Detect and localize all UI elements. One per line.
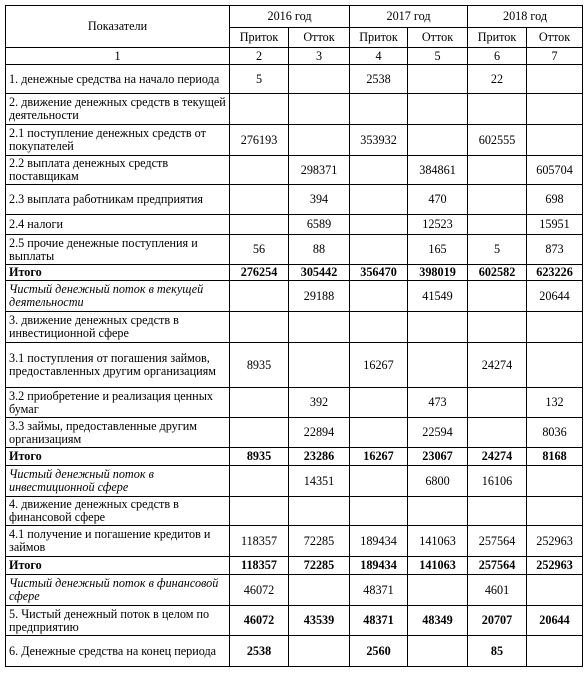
value-cell — [230, 156, 289, 185]
value-cell: 2538 — [350, 65, 408, 94]
value-cell — [350, 185, 408, 215]
value-cell: 398019 — [408, 265, 468, 281]
value-cell: 276193 — [230, 125, 289, 156]
table-row — [6, 235, 583, 265]
value-cell — [230, 312, 289, 343]
value-cell: 48371 — [350, 606, 408, 636]
value-cell: 118357 — [230, 526, 289, 557]
value-cell: 56 — [230, 235, 289, 265]
value-cell: 623226 — [527, 265, 583, 281]
value-cell: 29188 — [289, 281, 350, 312]
value-cell — [230, 215, 289, 235]
value-cell — [350, 235, 408, 265]
value-cell: 118357 — [230, 557, 289, 575]
column-number: 6 — [468, 48, 527, 65]
value-cell — [527, 125, 583, 156]
value-cell: 384861 — [408, 156, 468, 185]
table-row — [6, 526, 583, 557]
row-label: 3. движение денежных средств в инвестиционной сфере — [6, 312, 230, 343]
table-row — [6, 448, 583, 466]
table-row — [6, 265, 583, 281]
row-label: 5. Чистый денежный поток в целом по предприятию — [6, 606, 230, 636]
value-cell — [350, 418, 408, 448]
table-row — [6, 65, 583, 94]
value-cell — [527, 497, 583, 526]
header-year-2016: 2016 год — [230, 6, 350, 28]
value-cell — [527, 466, 583, 497]
column-number: 7 — [527, 48, 583, 65]
value-cell — [408, 636, 468, 667]
value-cell — [350, 497, 408, 526]
header-year-2017: 2017 год — [350, 6, 468, 28]
table-row — [6, 281, 583, 312]
value-cell: 4601 — [468, 575, 527, 606]
value-cell: 2538 — [230, 636, 289, 667]
column-number: 5 — [408, 48, 468, 65]
value-cell: 20707 — [468, 606, 527, 636]
value-cell: 43539 — [289, 606, 350, 636]
row-label: 3.3 займы, предоставленные другим организациям — [6, 418, 230, 448]
value-cell: 8168 — [527, 448, 583, 466]
value-cell: 276254 — [230, 265, 289, 281]
value-cell — [468, 156, 527, 185]
value-cell — [468, 418, 527, 448]
value-cell: 298371 — [289, 156, 350, 185]
column-number: 4 — [350, 48, 408, 65]
value-cell — [350, 388, 408, 418]
value-cell: 189434 — [350, 557, 408, 575]
value-cell — [230, 281, 289, 312]
value-cell: 165 — [408, 235, 468, 265]
value-cell: 392 — [289, 388, 350, 418]
value-cell — [408, 94, 468, 125]
value-cell: 141063 — [408, 557, 468, 575]
value-cell: 22594 — [408, 418, 468, 448]
table-row — [6, 575, 583, 606]
value-cell — [289, 575, 350, 606]
value-cell: 22894 — [289, 418, 350, 448]
value-cell — [350, 466, 408, 497]
header-year-2018: 2018 год — [468, 6, 583, 28]
value-cell — [527, 636, 583, 667]
value-cell: 20644 — [527, 281, 583, 312]
value-cell: 132 — [527, 388, 583, 418]
value-cell: 16106 — [468, 466, 527, 497]
value-cell: 602582 — [468, 265, 527, 281]
value-cell: 353932 — [350, 125, 408, 156]
value-cell: 257564 — [468, 526, 527, 557]
table-row — [6, 388, 583, 418]
table-row — [6, 156, 583, 185]
table-row — [6, 636, 583, 667]
value-cell: 24274 — [468, 343, 527, 388]
value-cell: 5 — [230, 65, 289, 94]
value-cell: 12523 — [408, 215, 468, 235]
value-cell: 6800 — [408, 466, 468, 497]
row-label: Чистый денежный поток в текущей деятельности — [6, 281, 230, 312]
value-cell — [230, 388, 289, 418]
value-cell — [527, 65, 583, 94]
value-cell — [289, 312, 350, 343]
header-outflow: Отток — [527, 28, 583, 48]
value-cell — [468, 312, 527, 343]
header-indicator: Показатели — [6, 6, 230, 48]
value-cell — [350, 281, 408, 312]
row-label: 2.1 поступление денежных средств от покупателей — [6, 125, 230, 156]
value-cell — [408, 575, 468, 606]
value-cell — [230, 497, 289, 526]
row-label: Итого — [6, 265, 230, 281]
value-cell — [289, 125, 350, 156]
row-label: 4. движение денежных средств в финансовой сфере — [6, 497, 230, 526]
value-cell: 698 — [527, 185, 583, 215]
value-cell — [408, 497, 468, 526]
value-cell: 85 — [468, 636, 527, 667]
value-cell — [527, 575, 583, 606]
value-cell: 24274 — [468, 448, 527, 466]
value-cell — [230, 418, 289, 448]
value-cell: 88 — [289, 235, 350, 265]
value-cell: 8935 — [230, 448, 289, 466]
row-label: Чистый денежный поток в финансовой сфере — [6, 575, 230, 606]
value-cell: 72285 — [289, 526, 350, 557]
table-row — [6, 312, 583, 343]
value-cell — [468, 388, 527, 418]
value-cell — [230, 94, 289, 125]
value-cell: 8935 — [230, 343, 289, 388]
value-cell: 72285 — [289, 557, 350, 575]
value-cell: 15951 — [527, 215, 583, 235]
column-number: 2 — [230, 48, 289, 65]
table-row — [6, 215, 583, 235]
row-label: 4.1 получение и погашение кредитов и займов — [6, 526, 230, 557]
value-cell: 189434 — [350, 526, 408, 557]
column-number: 1 — [6, 48, 230, 65]
value-cell — [350, 94, 408, 125]
value-cell: 252963 — [527, 526, 583, 557]
value-cell — [408, 343, 468, 388]
value-cell — [468, 185, 527, 215]
row-label: 1. денежные средства на начало периода — [6, 65, 230, 94]
value-cell: 41549 — [408, 281, 468, 312]
table-row — [6, 94, 583, 125]
value-cell — [289, 343, 350, 388]
value-cell — [408, 65, 468, 94]
cash-flow-table — [5, 5, 583, 667]
value-cell: 305442 — [289, 265, 350, 281]
row-label: 2.4 налоги — [6, 215, 230, 235]
row-label: 2. движение денежных средств в текущей деятельности — [6, 94, 230, 125]
value-cell: 8036 — [527, 418, 583, 448]
value-cell: 16267 — [350, 343, 408, 388]
table-row — [6, 125, 583, 156]
value-cell — [408, 125, 468, 156]
row-label: 6. Денежные средства на конец периода — [6, 636, 230, 667]
value-cell: 605704 — [527, 156, 583, 185]
value-cell: 141063 — [408, 526, 468, 557]
value-cell: 23286 — [289, 448, 350, 466]
value-cell: 602555 — [468, 125, 527, 156]
table-row — [6, 185, 583, 215]
value-cell: 46072 — [230, 606, 289, 636]
value-cell — [289, 636, 350, 667]
value-cell — [527, 94, 583, 125]
row-label: 3.2 приобретение и реализация ценных бумаг — [6, 388, 230, 418]
table-row — [6, 497, 583, 526]
value-cell — [468, 215, 527, 235]
value-cell — [350, 312, 408, 343]
table-row — [6, 606, 583, 636]
value-cell: 46072 — [230, 575, 289, 606]
value-cell — [289, 497, 350, 526]
row-label: Итого — [6, 448, 230, 466]
table-row — [6, 343, 583, 388]
value-cell: 252963 — [527, 557, 583, 575]
value-cell: 873 — [527, 235, 583, 265]
row-label: Итого — [6, 557, 230, 575]
value-cell — [350, 215, 408, 235]
value-cell — [527, 312, 583, 343]
value-cell: 6589 — [289, 215, 350, 235]
value-cell: 473 — [408, 388, 468, 418]
value-cell: 22 — [468, 65, 527, 94]
value-cell — [527, 343, 583, 388]
value-cell: 48349 — [408, 606, 468, 636]
value-cell: 48371 — [350, 575, 408, 606]
value-cell: 14351 — [289, 466, 350, 497]
value-cell: 470 — [408, 185, 468, 215]
row-label: 3.1 поступления от погашения займов, предоставленных другим организациям — [6, 343, 230, 388]
value-cell — [289, 65, 350, 94]
value-cell — [230, 185, 289, 215]
table-row — [6, 466, 583, 497]
row-label: Чистый денежный поток в инвестиционной сфере — [6, 466, 230, 497]
value-cell — [289, 94, 350, 125]
value-cell: 23067 — [408, 448, 468, 466]
value-cell: 16267 — [350, 448, 408, 466]
value-cell — [230, 466, 289, 497]
value-cell: 257564 — [468, 557, 527, 575]
value-cell: 20644 — [527, 606, 583, 636]
column-number: 3 — [289, 48, 350, 65]
header-outflow: Отток — [408, 28, 468, 48]
row-label: 2.5 прочие денежные поступления и выплаты — [6, 235, 230, 265]
header-inflow: Приток — [230, 28, 289, 48]
value-cell — [408, 312, 468, 343]
value-cell: 394 — [289, 185, 350, 215]
value-cell: 2560 — [350, 636, 408, 667]
table-row — [6, 418, 583, 448]
row-label: 2.3 выплата работникам предприятия — [6, 185, 230, 215]
header-outflow: Отток — [289, 28, 350, 48]
value-cell — [350, 156, 408, 185]
table-row — [6, 557, 583, 575]
value-cell — [468, 497, 527, 526]
row-label: 2.2 выплата денежных средств поставщикам — [6, 156, 230, 185]
value-cell: 356470 — [350, 265, 408, 281]
header-inflow: Приток — [350, 28, 408, 48]
value-cell: 5 — [468, 235, 527, 265]
value-cell — [468, 94, 527, 125]
header-inflow: Приток — [468, 28, 527, 48]
value-cell — [468, 281, 527, 312]
